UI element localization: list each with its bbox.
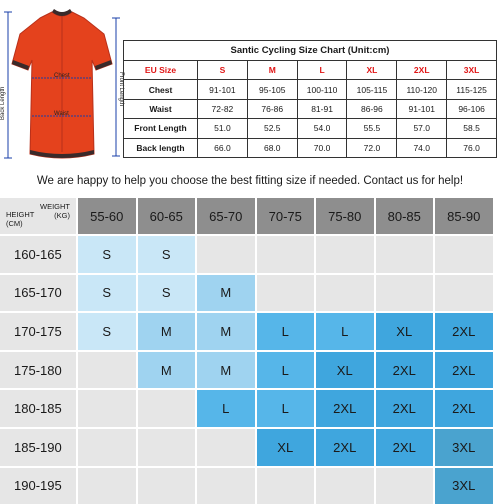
height-axis-label xyxy=(6,210,34,228)
table-cell: 57.0 xyxy=(397,119,447,138)
size-recommendation-cell: S xyxy=(78,236,136,273)
table-cell: 55.5 xyxy=(347,119,397,138)
table-cell: 96-106 xyxy=(447,99,497,118)
size-col: 3XL xyxy=(447,61,497,80)
size-recommendation-cell: 2XL xyxy=(376,352,434,389)
table-cell: 72.0 xyxy=(347,138,397,157)
table-cell: 51.0 xyxy=(198,119,248,138)
size-recommendation-cell: L xyxy=(257,352,315,389)
weight-header: 70-75 xyxy=(257,198,315,234)
size-recommendation-cell: M xyxy=(197,352,255,389)
size-recommendation-cell: XL xyxy=(257,429,315,466)
help-message: We are happy to help you choose the best fitting size if needed. Contact us for help! xyxy=(36,175,464,187)
weight-label: WEIGHT xyxy=(40,202,70,211)
weight-header: 65-70 xyxy=(197,198,255,234)
jersey-image xyxy=(0,0,124,172)
weight-header: 80-85 xyxy=(376,198,434,234)
weight-axis-label xyxy=(40,202,70,220)
height-row-label: 160-165 xyxy=(0,236,76,273)
empty-cell xyxy=(78,429,136,466)
size-chart-title: Santic Cycling Size Chart (Unit:cm) xyxy=(124,41,497,61)
table-cell: 70.0 xyxy=(297,138,347,157)
size-recommendation-cell: 2XL xyxy=(376,390,434,427)
waist-label: Waist xyxy=(54,111,69,117)
empty-cell xyxy=(257,468,315,504)
weight-header: 60-65 xyxy=(138,198,196,234)
back-length-label: Back Length xyxy=(0,86,6,120)
height-row-label: 175-180 xyxy=(0,352,76,389)
jersey-illustration xyxy=(0,0,124,172)
row-label: Waist xyxy=(124,99,198,118)
weight-header: 75-80 xyxy=(316,198,374,234)
size-recommendation-cell: S xyxy=(138,275,196,312)
empty-cell xyxy=(138,468,196,504)
size-recommendation-cell: S xyxy=(138,236,196,273)
size-recommendation-cell: 3XL xyxy=(435,429,493,466)
size-recommendation-cell: M xyxy=(197,275,255,312)
size-recommendation-cell: 2XL xyxy=(316,390,374,427)
table-cell: 105-115 xyxy=(347,80,397,99)
size-col: L xyxy=(297,61,347,80)
size-recommendation-cell: L xyxy=(257,313,315,350)
empty-cell xyxy=(316,468,374,504)
table-cell: 52.5 xyxy=(247,119,297,138)
empty-cell xyxy=(316,236,374,273)
table-cell: 115-125 xyxy=(447,80,497,99)
size-recommendation-cell: XL xyxy=(376,313,434,350)
row-label: Back length xyxy=(124,138,198,157)
empty-cell xyxy=(376,275,434,312)
empty-cell xyxy=(257,275,315,312)
table-cell: 95-105 xyxy=(247,80,297,99)
chest-label: Chest xyxy=(54,73,70,79)
table-cell: 66.0 xyxy=(198,138,248,157)
size-chart-row-back-length xyxy=(124,138,497,157)
table-cell: 58.5 xyxy=(447,119,497,138)
table-cell: 110-120 xyxy=(397,80,447,99)
size-recommendation-cell: S xyxy=(78,313,136,350)
size-chart-row-front-length xyxy=(124,119,497,138)
size-col: 2XL xyxy=(397,61,447,80)
empty-cell xyxy=(376,236,434,273)
empty-cell xyxy=(435,275,493,312)
table-cell: 76.0 xyxy=(447,138,497,157)
empty-cell xyxy=(197,468,255,504)
size-recommendation-cell: 2XL xyxy=(435,390,493,427)
size-chart-header-row xyxy=(124,61,497,80)
size-recommendation-cell: 3XL xyxy=(435,468,493,504)
table-cell: 91-101 xyxy=(397,99,447,118)
row-label: Front Length xyxy=(124,119,198,138)
size-recommendation-cell: S xyxy=(78,275,136,312)
size-recommendation-cell: L xyxy=(257,390,315,427)
size-col: S xyxy=(198,61,248,80)
height-row-label: 190-195 xyxy=(0,468,76,504)
height-row-label: 165-170 xyxy=(0,275,76,312)
size-recommendation-cell: 2XL xyxy=(316,429,374,466)
empty-cell xyxy=(197,236,255,273)
empty-cell xyxy=(78,352,136,389)
table-cell: 72-82 xyxy=(198,99,248,118)
eu-size-label: EU Size xyxy=(124,61,198,80)
size-recommendation-cell: XL xyxy=(316,352,374,389)
table-cell: 54.0 xyxy=(297,119,347,138)
size-chart-table xyxy=(123,40,497,158)
empty-cell xyxy=(257,236,315,273)
empty-cell xyxy=(78,390,136,427)
size-recommendation-cell: M xyxy=(138,352,196,389)
size-recommendation-cell: M xyxy=(197,313,255,350)
empty-cell xyxy=(197,429,255,466)
height-row-label: 170-175 xyxy=(0,313,76,350)
row-label: Chest xyxy=(124,80,198,99)
table-cell: 91-101 xyxy=(198,80,248,99)
size-recommendation-cell: M xyxy=(138,313,196,350)
table-cell: 100-110 xyxy=(297,80,347,99)
weight-header: 55-60 xyxy=(78,198,136,234)
height-row-label: 185-190 xyxy=(0,429,76,466)
size-recommendation-cell: 2XL xyxy=(376,429,434,466)
fit-recommendation-grid xyxy=(0,198,500,500)
table-cell: 81-91 xyxy=(297,99,347,118)
size-recommendation-cell: 2XL xyxy=(435,352,493,389)
weight-header: 85-90 xyxy=(435,198,493,234)
empty-cell xyxy=(316,275,374,312)
height-label: HEIGHT xyxy=(6,210,35,219)
height-row-label: 180-185 xyxy=(0,390,76,427)
size-chart-row-waist xyxy=(124,99,497,118)
empty-cell xyxy=(138,429,196,466)
grid-corner xyxy=(0,198,76,234)
size-col: XL xyxy=(347,61,397,80)
empty-cell xyxy=(78,468,136,504)
empty-cell xyxy=(435,236,493,273)
height-unit: (CM) xyxy=(6,219,23,228)
empty-cell xyxy=(138,390,196,427)
size-col: M xyxy=(247,61,297,80)
size-recommendation-cell: L xyxy=(316,313,374,350)
size-recommendation-cell: 2XL xyxy=(435,313,493,350)
size-chart-row-chest xyxy=(124,80,497,99)
table-cell: 74.0 xyxy=(397,138,447,157)
weight-unit: (KG) xyxy=(54,211,70,220)
table-cell: 86-96 xyxy=(347,99,397,118)
size-recommendation-cell: L xyxy=(197,390,255,427)
empty-cell xyxy=(376,468,434,504)
table-cell: 76-86 xyxy=(247,99,297,118)
front-length-label: Front Length xyxy=(118,72,124,107)
table-cell: 68.0 xyxy=(247,138,297,157)
